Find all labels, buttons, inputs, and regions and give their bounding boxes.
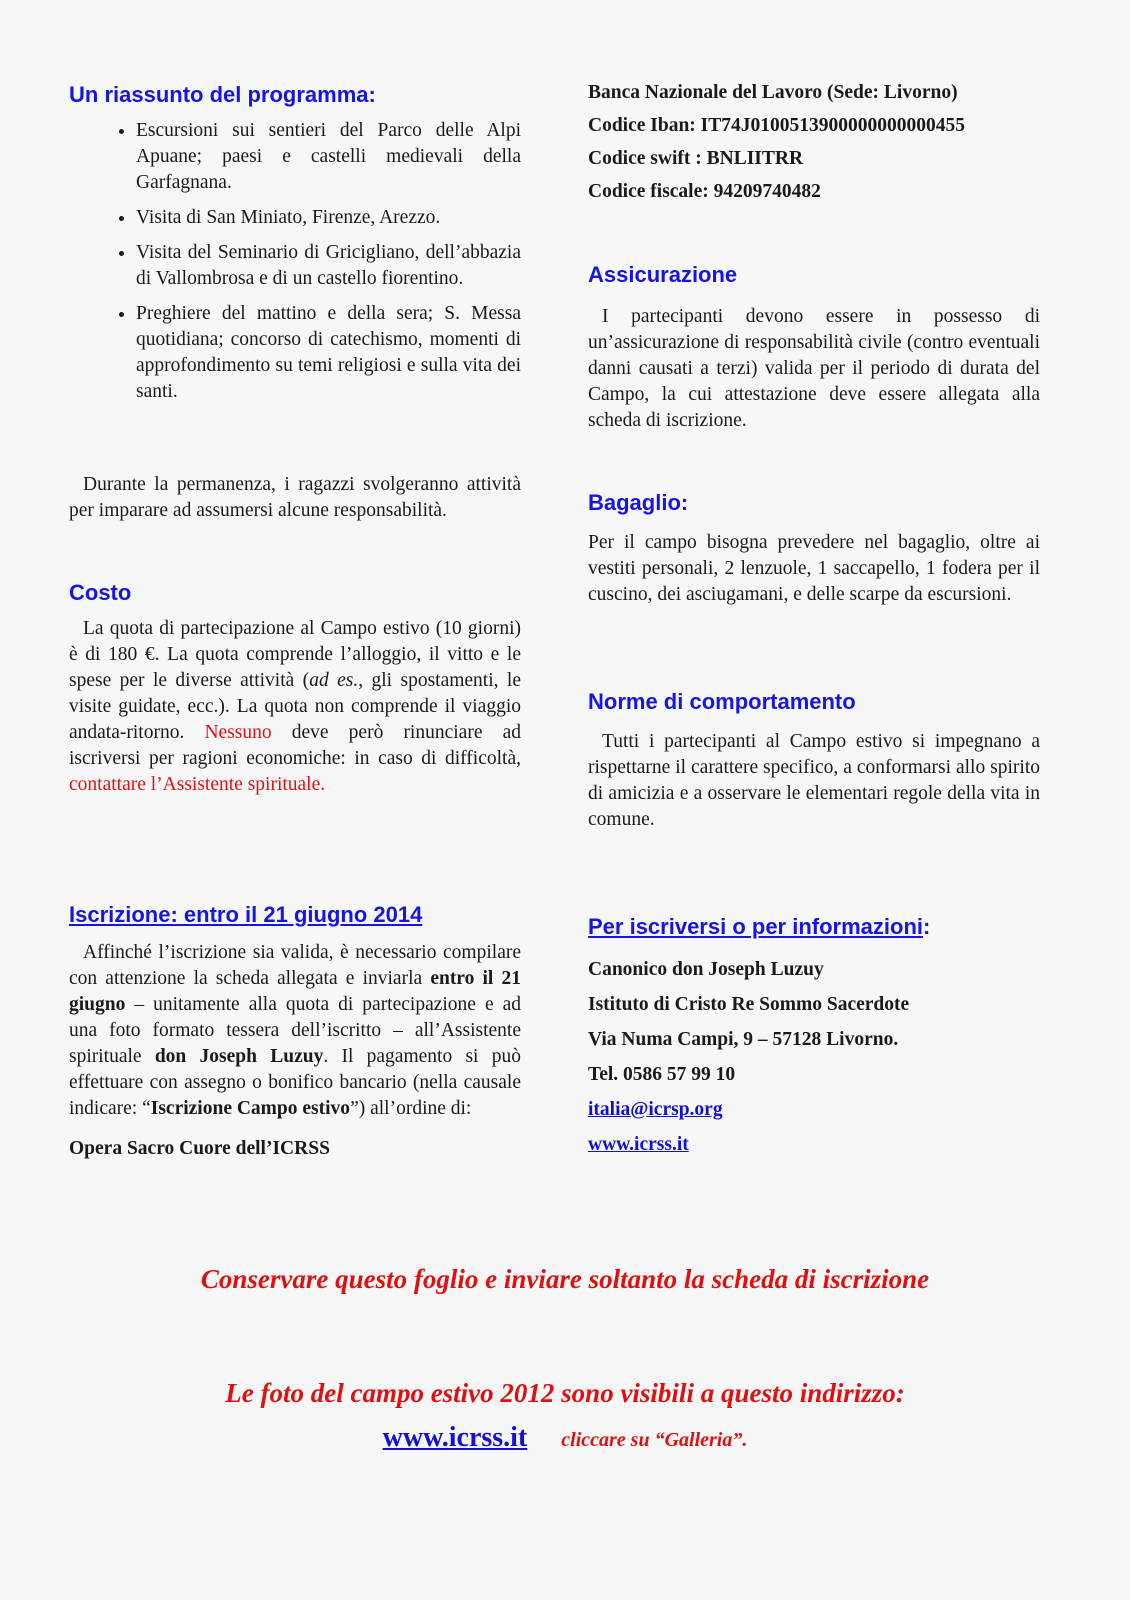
iscrizione-text: Affinché l’iscrizione sia valida, è necessario compilare con attenzione la scheda allegata e inviarla	[69, 942, 521, 989]
iscrizione-section	[69, 902, 521, 1162]
contatti-heading-text: Per iscriversi o per informazioni	[588, 914, 924, 939]
iscrizione-bold: Iscrizione Campo estivo	[150, 1098, 351, 1119]
conservare-note: Conservare questo foglio e inviare soltanto la scheda di iscrizione	[200, 1264, 930, 1294]
norme-heading: Norme di comportamento	[588, 689, 856, 714]
contatti-indirizzo: Via Numa Campi, 9 – 57128 Livorno.	[588, 1029, 899, 1050]
costo-heading: Costo	[69, 580, 132, 605]
contatti-heading	[588, 914, 1040, 940]
list-item: • Preghiere del mattino e della sera; S. Messa quotidiana; concorso di catechismo, momenti di approfondimento su temi religiosi e sulla vita dei santi.	[136, 301, 521, 405]
iscrizione-text: – unitamente alla quota di partecipazione e ad una foto formato tessera dell’iscritto – all’Assistente spirituale	[69, 994, 521, 1067]
iscrizione-text: . Il pagamento si può effettuare con assegno o bonifico bancario (nella causale indicare: “	[69, 1046, 521, 1119]
programma-section	[69, 82, 521, 414]
iscrizione-bold: don Joseph Luzuy	[154, 1046, 324, 1067]
contatti-section	[588, 914, 1040, 1162]
email-link[interactable]: italia@icrsp.org	[588, 1099, 723, 1120]
norme-paragraph: Tutti i partecipanti al Campo estivo si impegnano a rispettarne il carattere specifico, a conformarsi allo spirito di amicizia e a osservare le elementari regole della vita in comune.	[588, 731, 1040, 830]
iscrizione-paragraph	[69, 940, 521, 1122]
assicurazione-heading: Assicurazione	[588, 262, 738, 287]
programma-list	[69, 118, 521, 405]
list-item: • Visita del Seminario di Gricigliano, dell’abbazia di Vallombrosa e di un castello fiorentino.	[136, 240, 521, 292]
galleria-line	[0, 1422, 1130, 1454]
programma-heading: Un riassunto del programma:	[69, 82, 376, 107]
norme-section	[588, 689, 1040, 833]
bagaglio-section	[588, 490, 1040, 608]
costo-section	[69, 580, 521, 798]
bagaglio-heading: Bagaglio:	[588, 490, 689, 515]
contatti-tel: Tel. 0586 57 99 10	[588, 1064, 736, 1085]
costo-red-text: contattare l’Assistente spirituale.	[69, 774, 326, 795]
contatti-heading-colon: :	[923, 914, 931, 939]
iscrizione-bold: entro il 21 giugno	[69, 968, 521, 1015]
banca-iban: Codice Iban: IT74J0100513900000000000455	[588, 115, 966, 136]
bagaglio-paragraph: Per il campo bisogna prevedere nel bagaglio, oltre ai vestiti personali, 2 lenzuole, 1 saccapello, 1 fodera per il cuscino, dei asciugamani, e delle scarpe da escursioni.	[588, 532, 1040, 605]
costo-text: , gli spostamenti, le visite guidate, ecc.). La quota non comprende il viaggio andata-ritorno.	[69, 670, 521, 743]
iscrizione-heading: Iscrizione: entro il 21 giugno 2014	[69, 902, 423, 927]
costo-text: deve però rinunciare ad iscriversi per ragioni economiche: in caso di difficoltà,	[69, 722, 522, 769]
costo-text: La quota di partecipazione al Campo estivo (10 giorni) è di 180 €. La quota comprende l’alloggio, il vitto e le spese per le diverse attività (	[69, 618, 521, 691]
permanenza-paragraph: Durante la permanenza, i ragazzi svolgeranno attività per imparare ad assumersi alcune responsabilità.	[69, 474, 521, 521]
costo-red-text: Nessuno	[204, 722, 272, 743]
website-link[interactable]: www.icrss.it	[588, 1134, 689, 1155]
list-item: • Visita di San Miniato, Firenze, Arezzo.	[136, 205, 521, 231]
beneficiario: Opera Sacro Cuore dell’ICRSS	[69, 1138, 330, 1159]
galleria-instruction: cliccare su “Galleria”.	[561, 1429, 748, 1451]
banca-section	[588, 76, 1040, 208]
foto-note: Le foto del campo estivo 2012 sono visibili a questo indirizzo:	[225, 1378, 905, 1408]
contatti-istituto: Istituto di Cristo Re Sommo Sacerdote	[588, 994, 910, 1015]
banca-swift: Codice swift : BNLIITRR	[588, 148, 804, 169]
costo-italic: ad es.	[309, 670, 359, 691]
costo-paragraph	[69, 616, 521, 798]
assicurazione-paragraph: I partecipanti devono essere in possesso di un’assicurazione di responsabilità civile (contro eventuali danni causati a terzi) valida per il periodo di durata del Campo, la cui attestazione deve essere allegata alla scheda di iscrizione.	[588, 306, 1040, 431]
banca-fiscale: Codice fiscale: 94209740482	[588, 181, 821, 202]
iscrizione-text: ”) all’ordine di:	[350, 1098, 472, 1119]
banca-nome: Banca Nazionale del Lavoro (Sede: Livorno)	[588, 82, 958, 103]
galleria-website-link[interactable]: www.icrss.it	[382, 1422, 528, 1453]
assicurazione-section	[588, 262, 1040, 434]
list-item: • Escursioni sui sentieri del Parco delle Alpi Apuane; paesi e castelli medievali della Garfagnana.	[136, 118, 521, 196]
contatti-nome: Canonico don Joseph Luzuy	[588, 959, 824, 980]
